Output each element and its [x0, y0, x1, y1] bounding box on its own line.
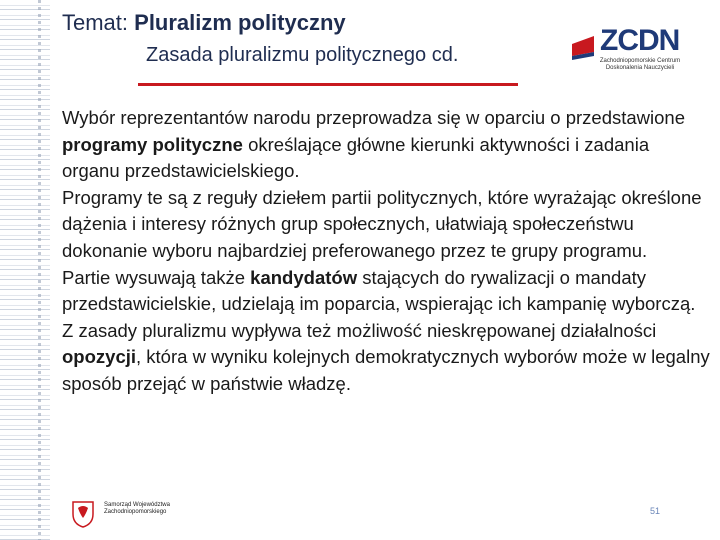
- paragraph-4-text-a: Z zasady pluralizmu wypływa też możliwość nieskrępowanej działalności: [62, 319, 657, 341]
- title-topic: Pluralizm polityczny: [134, 10, 346, 35]
- paragraph-2: Programy te są z reguły dziełem partii politycznych, które wyrażając określone dążenia i interesy różnych grup społecznych, ułatwiają społeczeństwu dokonanie wyboru najbardziej preferowanego przez te grupy programu.: [62, 186, 702, 261]
- logo-wordmark: ZCDN: [600, 24, 680, 57]
- paragraph-4-text-b: , która w wyniku kolejnych demokratycznych wyborów może w legalny sposób przejąć w państwie władzę.: [62, 346, 710, 394]
- paragraph-1-bold: programy polityczne: [62, 133, 243, 155]
- page-number: 51: [650, 506, 661, 516]
- footer-crest-label: Samorząd Województwa Zachodniopomorskiego: [104, 502, 170, 515]
- paragraph-1-text-a: Wybór reprezentantów narodu przeprowadza się w oparciu o przedstawione: [62, 107, 686, 128]
- title-prefix: Temat:: [62, 10, 135, 35]
- paragraph-3-text-b: stających do rywalizacji o mandaty przedstawicielskie, udzielają im poparcia, wspierając ich kampanię wyborczą.: [62, 266, 696, 315]
- region-crest-icon: [68, 498, 98, 528]
- decorative-text-strip: [0, 0, 50, 540]
- page-subtitle: Zasada pluralizmu politycznego cd.: [146, 44, 459, 66]
- paragraph-1-text-b: określające główne kierunki aktywności i zadania organu przedstawicielskiego.: [62, 133, 650, 182]
- paragraph-3: [62, 265, 710, 318]
- paragraph-3-text-a: Partie wysuwają także: [62, 266, 251, 288]
- paragraph-4: [62, 318, 710, 398]
- paragraph-4-bold: opozycji: [62, 346, 137, 368]
- paragraph-3-bold: kandydatów: [250, 266, 358, 288]
- paragraph-1: [62, 105, 710, 185]
- page-title: [62, 10, 346, 36]
- logo-subtitle: Zachodniopomorskie Centrum Doskonalenia Nauczycieli: [599, 58, 681, 71]
- main-content: [62, 105, 710, 398]
- title-underline: [138, 83, 518, 86]
